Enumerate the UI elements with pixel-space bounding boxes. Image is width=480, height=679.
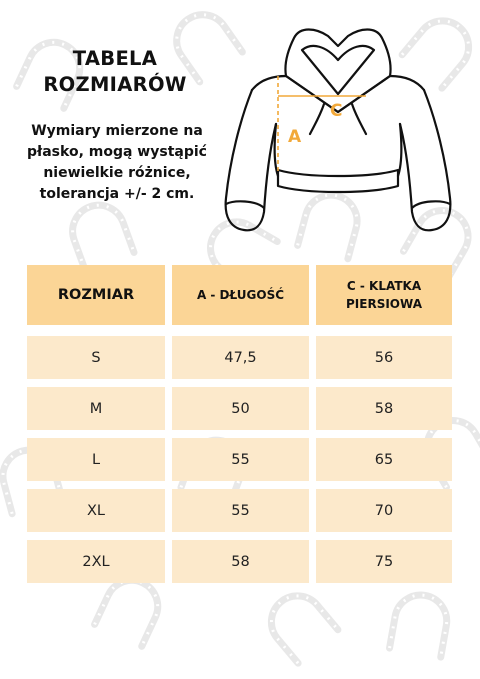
cell-value: M — [89, 400, 103, 417]
shoulder-right — [390, 76, 424, 90]
table-cell-length — [172, 336, 309, 379]
page-title — [20, 46, 210, 98]
table-cell-chest — [316, 489, 452, 532]
table-cell-chest — [316, 387, 452, 430]
note-line: niewielkie różnice, — [43, 165, 191, 181]
sleeve-right — [400, 90, 450, 230]
table-cell-size — [27, 438, 165, 481]
horseshoe-icon — [95, 572, 167, 647]
header-length-label: A - DŁUGOŚĆ — [196, 288, 285, 302]
cell-value: 75 — [374, 553, 394, 570]
title-line: TABELA — [72, 47, 158, 70]
note-line: Wymiary mierzone na — [31, 123, 203, 139]
cell-value: 65 — [374, 451, 394, 468]
table-cell-chest — [316, 438, 452, 481]
hoodie-diagram — [216, 20, 460, 242]
cuff-left — [226, 201, 264, 208]
cell-value: 58 — [231, 553, 250, 570]
header-chest-label: C - KLATKA — [346, 279, 422, 293]
table-cell-size — [27, 387, 165, 430]
header-size-label: ROZMIAR — [57, 287, 135, 303]
cell-value: 2XL — [82, 553, 110, 570]
table-cell-size — [27, 489, 165, 532]
header-size — [27, 265, 165, 325]
table-cell-size — [27, 540, 165, 583]
table-cell-length — [172, 438, 309, 481]
table-cell-chest — [316, 336, 452, 379]
horseshoe-icon — [261, 585, 338, 663]
note-line: płasko, mogą wystąpić — [27, 144, 207, 160]
cell-value: 55 — [231, 502, 250, 519]
cuff-right — [412, 201, 450, 208]
shoulder-left — [252, 76, 286, 90]
title-line: ROZMIARÓW — [43, 73, 187, 96]
table-cell-size — [27, 336, 165, 379]
cell-value: 50 — [231, 400, 250, 417]
cell-value: 58 — [374, 400, 394, 417]
header-chest-label: PIERSIOWA — [346, 297, 422, 311]
hood-inner — [302, 46, 374, 94]
table-cell-length — [172, 540, 309, 583]
header-chest — [316, 265, 452, 325]
cell-value: 47,5 — [224, 349, 257, 366]
hood-outline — [285, 30, 390, 113]
horseshoe-icon — [390, 591, 451, 657]
table-cell-length — [172, 387, 309, 430]
horseshoe-icon — [65, 198, 134, 270]
table-cell-length — [172, 489, 309, 532]
measurement-note — [10, 121, 224, 205]
cell-value: XL — [86, 502, 105, 519]
cell-value: 55 — [231, 451, 250, 468]
cell-value: 56 — [374, 349, 394, 366]
cell-value: S — [91, 349, 101, 366]
table-cell-chest — [316, 540, 452, 583]
drawstring-right — [352, 104, 366, 134]
waistband — [278, 170, 398, 192]
cell-value: 70 — [374, 502, 394, 519]
sleeve-left — [226, 90, 276, 230]
measure-label-c: C — [330, 101, 343, 121]
drawstring-left — [310, 104, 324, 134]
cell-value: L — [91, 451, 101, 468]
measure-label-a: A — [288, 127, 302, 147]
note-line: tolerancja +/- 2 cm. — [39, 186, 195, 202]
header-length — [172, 265, 309, 325]
body-right — [398, 124, 401, 176]
